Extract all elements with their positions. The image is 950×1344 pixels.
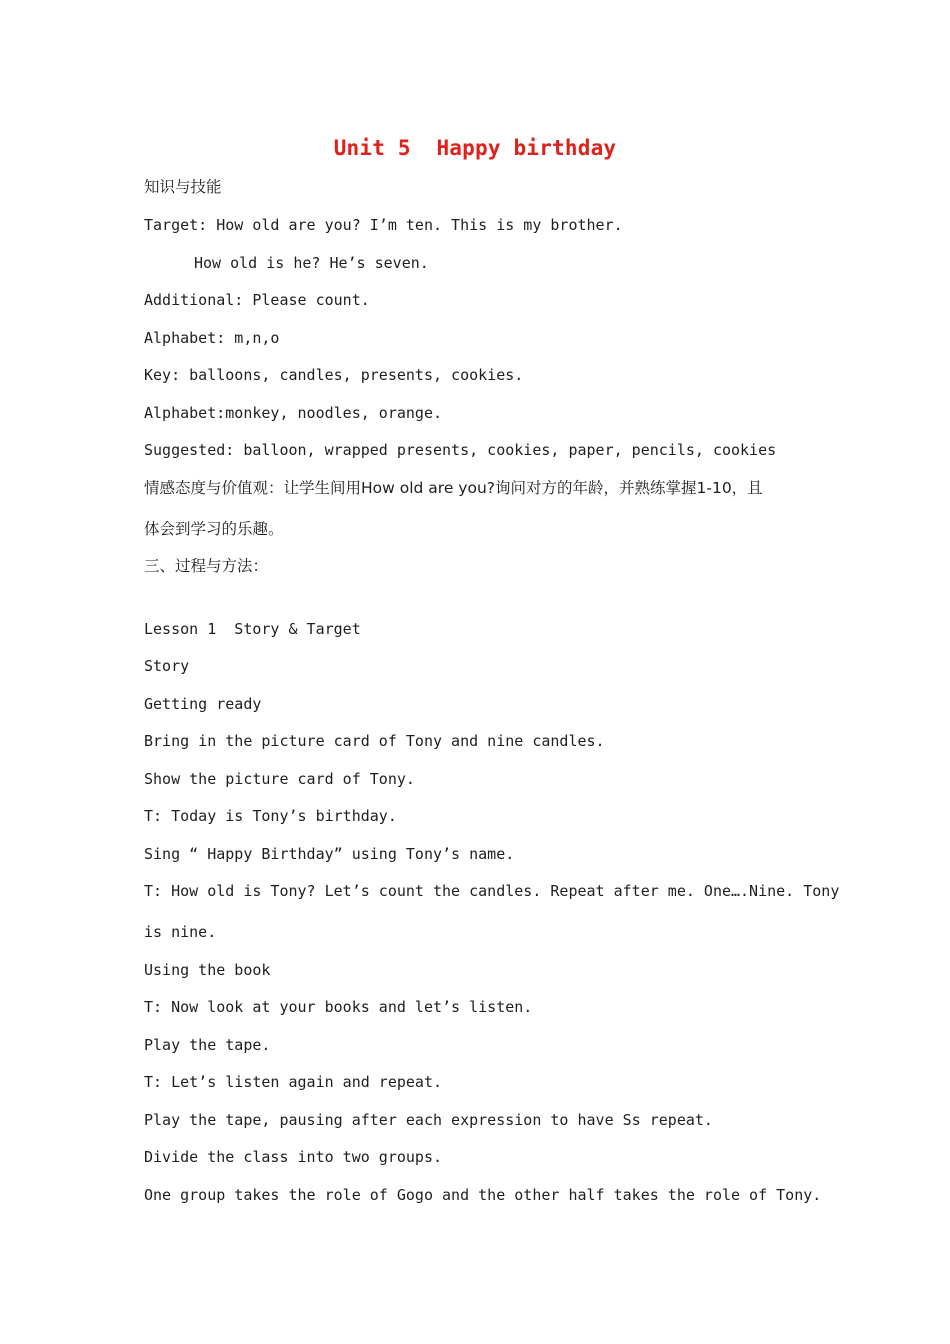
section-heading-knowledge-skills: 知识与技能 bbox=[144, 178, 222, 196]
teacher-line: T: How old is Tony? Let’s count the candles. Repeat after me. One….Nine. Tony bbox=[144, 882, 840, 900]
instruction-line: Sing “ Happy Birthday” using Tony’s name. bbox=[144, 845, 515, 863]
section-heading-process-methods: 三、过程与方法： bbox=[144, 557, 269, 575]
document-title: Unit 5 Happy birthday bbox=[333, 136, 617, 160]
additional-line: Additional: Please count. bbox=[144, 291, 370, 309]
lesson-heading: Lesson 1 Story & Target bbox=[144, 620, 361, 638]
instruction-line: One group takes the role of Gogo and the other half takes the role of Tony. bbox=[144, 1186, 822, 1204]
alphabet-line: Alphabet: m,n,o bbox=[144, 329, 280, 347]
instruction-line: Play the tape, pausing after each expression to have Ss repeat. bbox=[144, 1111, 713, 1129]
story-heading: Story bbox=[144, 657, 190, 675]
instruction-line: Divide the class into two groups. bbox=[144, 1148, 443, 1166]
target-line-2: How old is he? He’s seven. bbox=[194, 254, 429, 272]
instruction-line: Play the tape. bbox=[144, 1036, 271, 1054]
teacher-line: T: Now look at your books and let’s listen. bbox=[144, 998, 533, 1016]
teacher-line-continued: is nine. bbox=[144, 923, 217, 941]
target-line: Target: How old are you? I’m ten. This is my brother. bbox=[144, 216, 623, 234]
using-the-book-heading: Using the book bbox=[144, 961, 271, 979]
alphabet-words-line: Alphabet:monkey, noodles, orange. bbox=[144, 404, 443, 422]
attitude-values-line-2: 体会到学习的乐趣。 bbox=[144, 520, 284, 538]
suggested-line: Suggested: balloon, wrapped presents, cookies, paper, pencils, cookies bbox=[144, 441, 777, 459]
key-line: Key: balloons, candles, presents, cookies. bbox=[144, 366, 524, 384]
instruction-line: Bring in the picture card of Tony and nine candles. bbox=[144, 732, 605, 750]
teacher-line: T: Let’s listen again and repeat. bbox=[144, 1073, 443, 1091]
attitude-values-line: 情感态度与价值观：让学生间用How old are you?询问对方的年龄，并熟练掌握1-10，且 bbox=[144, 479, 763, 497]
teacher-line: T: Today is Tony’s birthday. bbox=[144, 807, 397, 825]
getting-ready-heading: Getting ready bbox=[144, 695, 262, 713]
instruction-line: Show the picture card of Tony. bbox=[144, 770, 415, 788]
